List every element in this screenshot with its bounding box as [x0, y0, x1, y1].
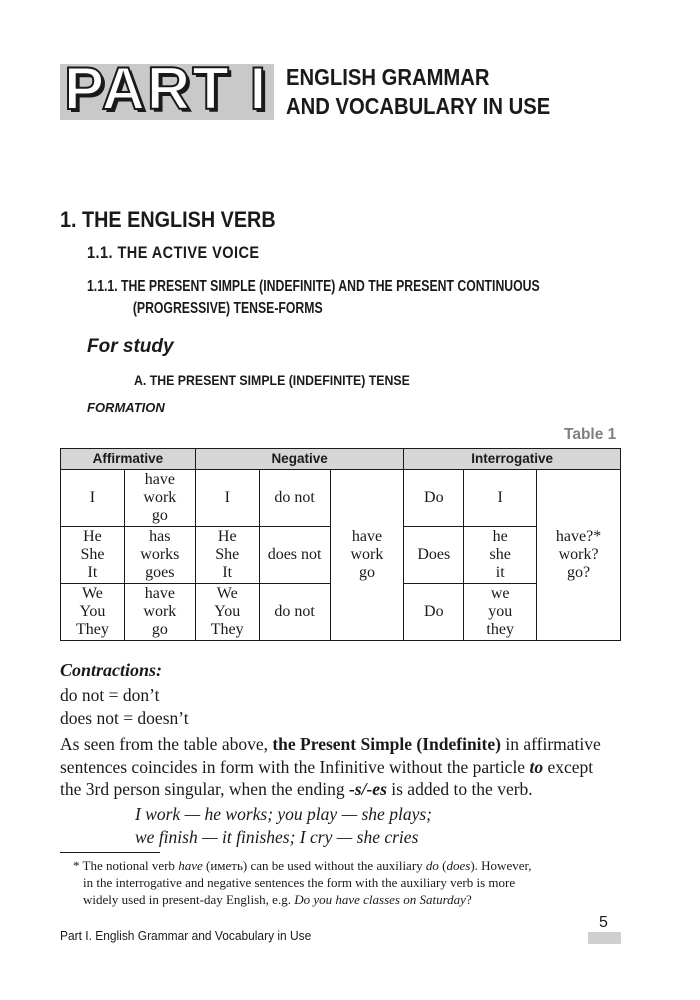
part-title-line-2: AND VOCABULARY IN USE: [286, 93, 551, 119]
page-number-background: [588, 932, 621, 944]
part-title-line-1: ENGLISH GRAMMAR: [286, 64, 490, 90]
header-interrogative: Interrogative: [404, 449, 621, 470]
verb-table: [60, 448, 621, 641]
cell-neg-aux: does not: [259, 527, 330, 584]
example-line: I work — he works; you play — she plays;: [135, 804, 432, 824]
cell-neg-pronoun: I: [195, 470, 259, 527]
section-heading: 1.1. THE ACTIVE VOICE: [87, 244, 260, 262]
subsection-heading: [87, 276, 540, 320]
table-header-row: [61, 449, 621, 470]
for-study-label: For study: [87, 336, 174, 357]
subsection-heading-line-1: 1.1.1. THE PRESENT SIMPLE (INDEFINITE) AND THE PRESENT CONTINUOUS: [87, 278, 540, 295]
cell-neg-pronoun: We You They: [195, 584, 259, 641]
formation-label: FORMATION: [87, 400, 165, 415]
cell-verb: has works goes: [124, 527, 195, 584]
part-title: [286, 63, 550, 121]
running-footer: Part I. English Grammar and Vocabulary in Use: [60, 928, 312, 943]
footnote-divider: [60, 852, 160, 853]
cell-verb: have work go: [124, 470, 195, 527]
cell-neg-aux: do not: [259, 584, 330, 641]
chapter-heading: 1. THE ENGLISH VERB: [60, 207, 276, 232]
header-affirmative: Affirmative: [61, 449, 196, 470]
cell-pronoun: I: [61, 470, 125, 527]
header-negative: Negative: [195, 449, 404, 470]
section-a-heading: A. THE PRESENT SIMPLE (INDEFINITE) TENSE: [134, 372, 410, 388]
cell-q-aux: Does: [404, 527, 464, 584]
example-line: we finish — it finishes; I cry — she cries: [135, 827, 419, 847]
contraction-item: do not = don’t: [60, 685, 160, 705]
cell-q-verb: have?* work? go?: [537, 470, 621, 641]
cell-neg-verb: have work go: [330, 470, 404, 641]
cell-neg-pronoun: He She It: [195, 527, 259, 584]
cell-q-pronoun: we you they: [464, 584, 537, 641]
cell-pronoun: We You They: [61, 584, 125, 641]
explanation-paragraph: As seen from the table above, the Present Simple (Indefinite) in affirmative sentences coincides in form with the Infinitive without the particle to except the 3rd person singular, when the ending -s/-es is added to the verb.: [60, 734, 601, 799]
cell-neg-aux: do not: [259, 470, 330, 527]
cell-q-pronoun: I: [464, 470, 537, 527]
part-label: PART I: [64, 55, 269, 122]
cell-q-aux: Do: [404, 470, 464, 527]
contraction-item: does not = doesn’t: [60, 708, 189, 728]
cell-pronoun: He She It: [61, 527, 125, 584]
table-row: [61, 470, 621, 527]
page-number: 5: [599, 914, 608, 931]
contractions-title: Contractions:: [60, 660, 163, 680]
footnote: * The notional verb have (иметь) can be used without the auxiliary do (does). However, in the interrogative and negative sentences the form with the auxiliary verb is more widely used in present-day English, e.g. Do you have classes on Saturday?: [73, 858, 532, 907]
cell-q-aux: Do: [404, 584, 464, 641]
cell-verb: have work go: [124, 584, 195, 641]
subsection-heading-line-2: (PROGRESSIVE) TENSE-FORMS: [132, 300, 323, 317]
cell-q-pronoun: he she it: [464, 527, 537, 584]
table-caption: Table 1: [564, 426, 617, 443]
